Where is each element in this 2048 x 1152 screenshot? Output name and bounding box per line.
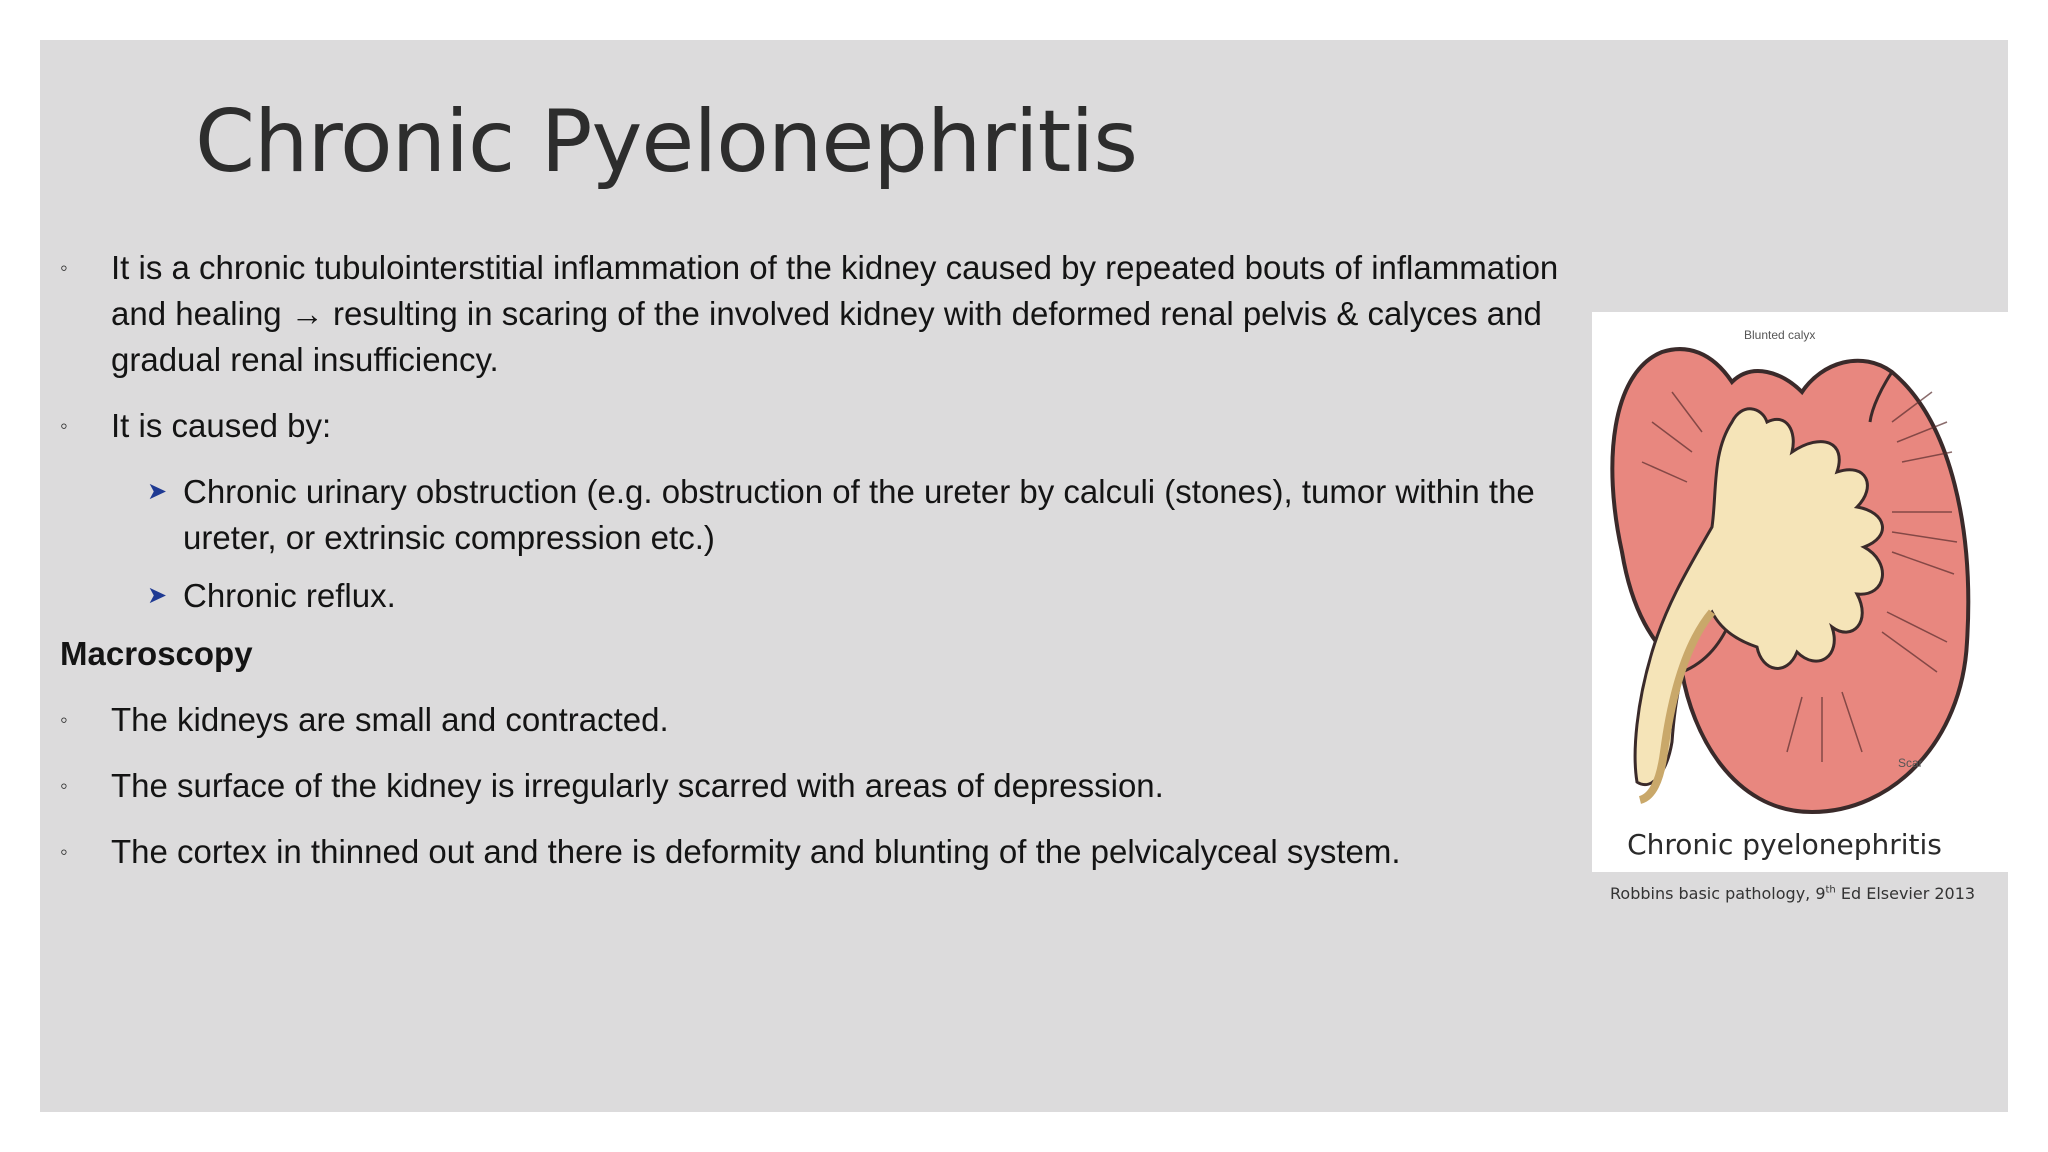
sub-bullet-text: Chronic reflux.: [183, 577, 396, 614]
label-blunted-calyx: Blunted calyx: [1744, 328, 1816, 342]
section-heading-macroscopy: Macroscopy: [60, 635, 253, 672]
bullet-caused-by: [60, 403, 1580, 449]
credit-sup: th: [1825, 884, 1836, 896]
bullet-text: The kidneys are small and contracted.: [111, 701, 669, 738]
bullet-kidneys-small: [60, 697, 1580, 743]
bullet-text: It is caused by:: [111, 407, 332, 444]
credit-text: Robbins basic pathology, 9: [1610, 884, 1826, 903]
sub-bullet-obstruction: [60, 469, 1580, 561]
figure-caption: Chronic pyelonephritis: [1627, 828, 1942, 861]
sub-bullet-reflux: [60, 573, 1580, 619]
kidney-illustration: [1592, 312, 2008, 872]
bullet-text: The cortex in thinned out and there is deformity and blunting of the pelvicalyceal system.: [111, 833, 1401, 870]
sub-bullet-text: Chronic urinary obstruction (e.g. obstruction of the ureter by calculi (stones), tumor within the ureter, or extrinsic compression etc.): [183, 473, 1535, 556]
bullet-circle-icon: ◦: [60, 773, 68, 798]
bullet-cortex-thinned: [60, 829, 1580, 875]
bullet-circle-icon: ◦: [60, 413, 68, 438]
bullet-definition: [60, 245, 1580, 383]
bullet-text: It is a chronic tubulointerstitial inflammation of the kidney caused by repeated bouts of inflammation and healing → resulting in scaring of the involved kidney with deformed renal pelvis & calyces and gradual renal insufficiency.: [111, 249, 1559, 378]
kidney-diagram-icon: [1592, 312, 2008, 822]
credit-tail: Ed Elsevier 2013: [1835, 884, 1976, 903]
bullet-circle-icon: ◦: [60, 255, 68, 280]
bullet-circle-icon: ◦: [60, 839, 68, 864]
slide-title: Chronic Pyelonephritis: [195, 92, 1138, 192]
bullet-surface-scarred: [60, 763, 1580, 809]
figure-credit: [1610, 884, 1975, 903]
slide-content: [60, 245, 1580, 895]
label-scar: Scar: [1898, 756, 1923, 770]
arrow-bullet-icon: ➤: [147, 478, 168, 505]
slide: [40, 40, 2008, 1112]
bullet-circle-icon: ◦: [60, 707, 68, 732]
arrow-bullet-icon: ➤: [147, 582, 168, 609]
bullet-text: The surface of the kidney is irregularly scarred with areas of depression.: [111, 767, 1164, 804]
